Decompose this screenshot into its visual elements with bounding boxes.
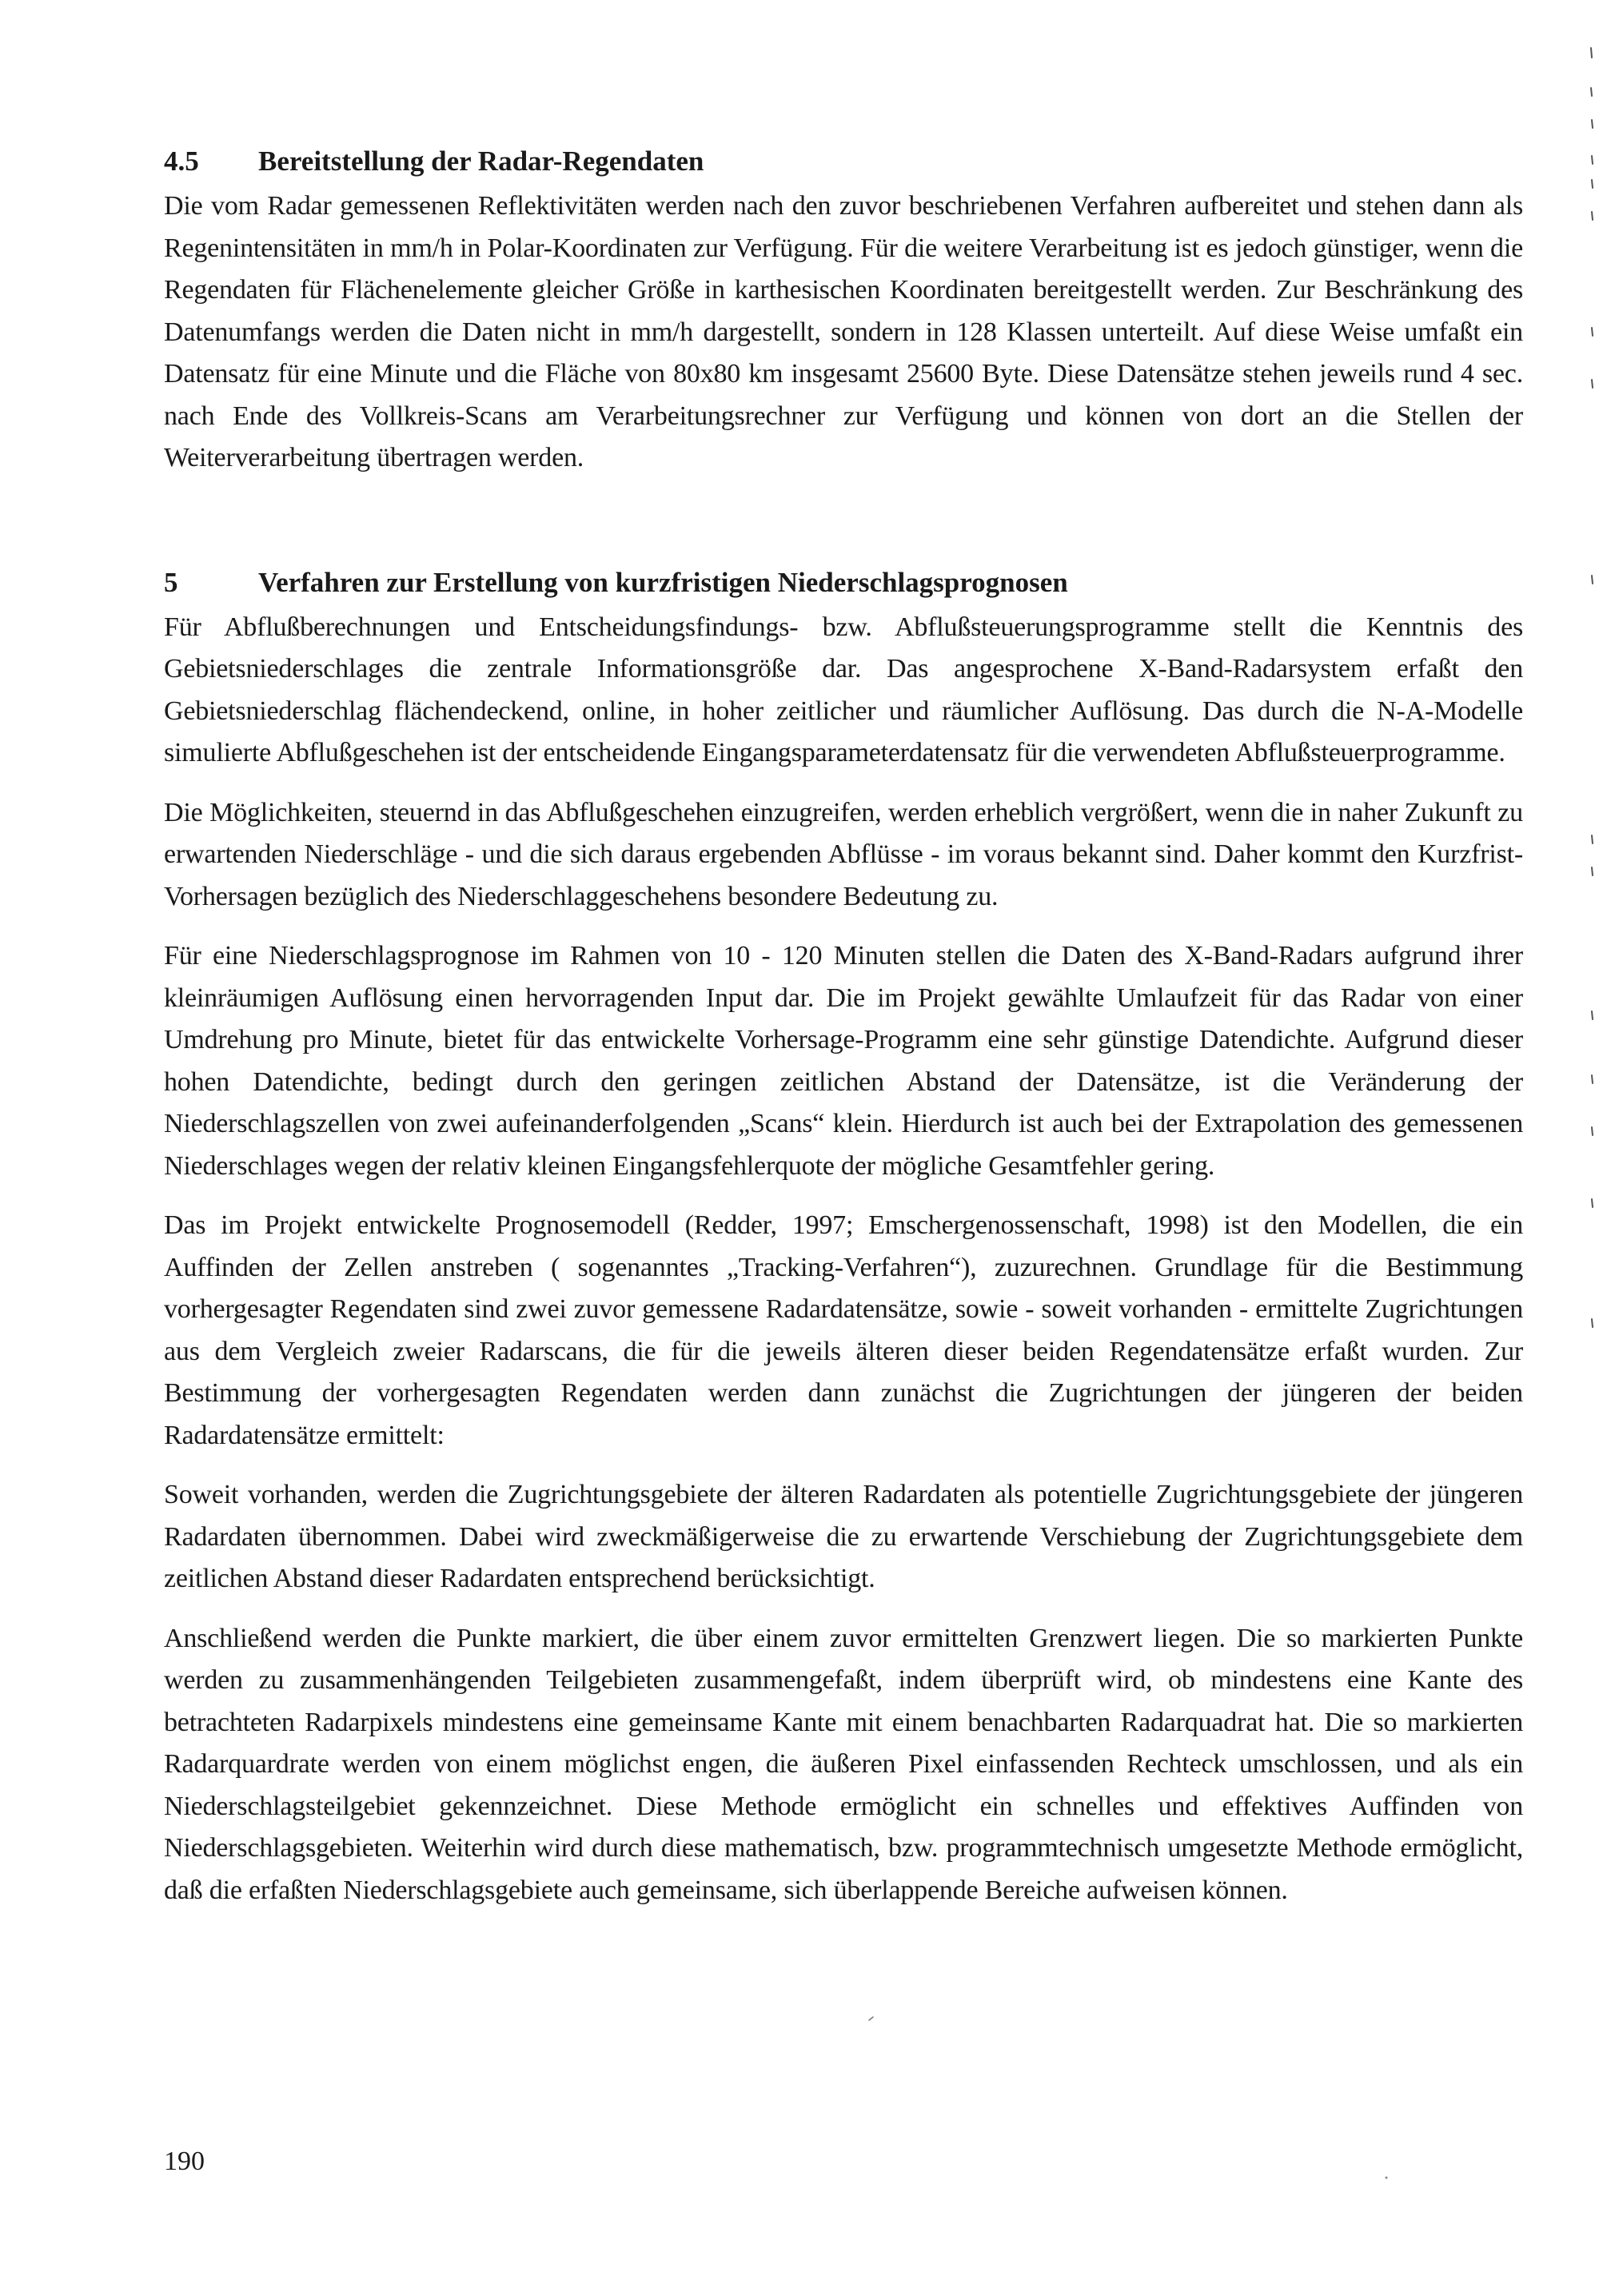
scan-edge-marks bbox=[1567, 0, 1599, 2296]
section-title: Bereitstellung der Radar-Regendaten bbox=[258, 145, 704, 177]
scan-mark bbox=[1592, 180, 1593, 188]
scan-mark bbox=[1592, 1127, 1593, 1135]
paragraph: Die vom Radar gemessenen Reflektivitäten werden nach den zuvor beschriebenen Verfahren aufbereitet und stehen dann als Regenintensitäten in mm/h in Polar-Koordinaten zur Verfügung. Für die weitere Verarbeitung ist es jedoch günstiger, wenn die Regendaten für Flächenelemente gleicher Größe in karthesischen Koordinaten bereitgestellt werden. Zur Beschränkung des Datenumfangs werden die Daten nicht in mm/h dargestellt, sondern in 128 Klassen unterteilt. Auf diese Weise umfaßt ein Datensatz für eine Minute und die Fläche von 80x80 km insgesamt 25600 Byte. Diese Datensätze stehen jeweils rund 4 sec. nach Ende des Vollkreis-Scans am Verarbeitungsrechner zur Verfügung und können von dort an die Stellen der Weiterverarbeitung übertragen werden. bbox=[164, 191, 1523, 472]
scan-mark bbox=[1592, 576, 1593, 584]
paragraph: Die Möglichkeiten, steuernd in das Abflußgeschehen einzugreifen, werden erheblich vergrößert, wenn die in naher Zukunft zu erwartenden Niederschläge - und die sich daraus ergebenden Abflüsse - im voraus bekannt sind. Daher kommt den Kurzfrist-Vorhersagen bezüglich des Niederschlaggeschehens besondere Bedeutung zu. bbox=[164, 797, 1523, 911]
section-number: 5 bbox=[164, 566, 178, 598]
scan-mark bbox=[1591, 48, 1592, 58]
paragraph: Für Abflußberechnungen und Entscheidungsfindungs- bzw. Abflußsteuerungsprogramme stellt die Kenntnis des Gebietsniederschlages die zentrale Informationsgröße dar. Das angesprochene X-Band-Radarsystem erfaßt den Gebietsniederschlag flächendeckend, online, in hoher zeitlicher und räumlicher Auflösung. Das durch die N-A-Modelle simulierte Abflußgeschehen ist der entscheidende Eingangsparameterdatensatz für die verwendeten Abflußsteuerprogramme. bbox=[164, 612, 1523, 767]
scan-mark bbox=[1592, 1199, 1593, 1207]
section-spacer bbox=[164, 480, 1523, 564]
paragraph: Das im Projekt entwickelte Prognosemodell (Redder, 1997; Emschergenossenschaft, 1998) ist den Modellen, die ein Auffinden der Zellen anstreben ( sogenanntes „Tracking-Verfahren“), zuzurechnen. Grundlage für die Bestimmung vorhergesagter Regendaten sind zwei zuvor gemessene Radardatensätze, sowie - soweit vorhanden - ermittelte Zugrichtungen aus dem Vergleich zweier Radarscans, die für die jeweils älteren dieser beiden Regendatensätze erfaßt wurden. Zur Bestimmung der vorhergesagten Regendaten werden dann zunächst die Zugrichtungen der jüngeren der beiden Radardatensätze ermittelt: bbox=[164, 1210, 1523, 1450]
scan-mark bbox=[1592, 156, 1593, 164]
paragraph: Soweit vorhanden, werden die Zugrichtungsgebiete der älteren Radardaten als potentielle Zugrichtungsgebiete der jüngeren Radardaten übernommen. Dabei wird zweckmäßigerweise die zu erwartende Verschiebung der Zugrichtungsgebiete dem zeitlichen Abstand dieser Radardaten entsprechend berücksichtigt. bbox=[164, 1480, 1523, 1593]
page-number: 190 bbox=[164, 2147, 205, 2176]
scan-mark bbox=[1592, 328, 1593, 336]
section-number: 4.5 bbox=[164, 145, 199, 177]
scan-mark bbox=[1592, 1319, 1593, 1327]
scan-mark bbox=[1591, 88, 1592, 96]
page-content bbox=[164, 142, 1523, 1911]
scan-mark bbox=[1592, 212, 1593, 220]
paragraph: Anschließend werden die Punkte markiert, die über einem zuvor ermittelten Grenzwert liegen. Die so markierten Punkte werden zu zusammenhängenden Teilgebieten zusammengefaßt, indem überprüft wird, ob mindestens eine Kante des betrachteten Radarpixels mindestens eine gemeinsame Kante mit einem benachbarten Radarquadrat hat. Die so markierten Radarquardrate werden von einem möglichst engen, die äußeren Pixel einfassenden Rechteck umschlossen, und als ein Niederschlagsteilgebiet gekennzeichnet. Diese Methode ermöglicht ein schnelles und effektives Auffinden von Niederschlagsgebieten. Weiterhin wird durch diese mathematisch, bzw. programmtechnisch umgesetzte Methode ermöglicht, daß die erfaßten Niederschlagsgebiete auch gemeinsame, sich überlappende Bereiche aufweisen können. bbox=[164, 1623, 1523, 1905]
scan-mark bbox=[1592, 835, 1593, 843]
scan-mark bbox=[1592, 867, 1593, 875]
section-title: Verfahren zur Erstellung von kurzfristigen Niederschlagsprognosen bbox=[258, 566, 1068, 598]
section-heading-5 bbox=[164, 564, 1523, 602]
scan-dot bbox=[867, 2015, 875, 2023]
scan-mark bbox=[1592, 1011, 1593, 1019]
scan-mark bbox=[1592, 120, 1593, 128]
paragraph: Für eine Niederschlagsprognose im Rahmen von 10 - 120 Minuten stellen die Daten des X-Band-Radars aufgrund ihrer kleinräumigen Auflösung einen hervorragenden Input dar. Die im Projekt gewählte Umlaufzeit für das Radar von einer Umdrehung pro Minute, bietet für das entwickelte Vorhersage-Programm eine sehr günstige Datendichte. Aufgrund dieser hohen Datendichte, bedingt durch den geringen zeitlichen Abstand der Datensätze, ist die Veränderung der Niederschlagszellen von zwei aufeinanderfolgenden „Scans“ klein. Hierdurch ist auch bei der Extrapolation des gemessenen Niederschlages wegen der relativ kleinen Eingangsfehlerquote der mögliche Gesamtfehler gering. bbox=[164, 941, 1523, 1181]
scan-mark bbox=[1592, 380, 1593, 388]
scan-mark bbox=[1592, 1075, 1593, 1083]
scan-dot bbox=[1383, 2174, 1390, 2181]
section-heading-4-5 bbox=[164, 142, 1523, 181]
